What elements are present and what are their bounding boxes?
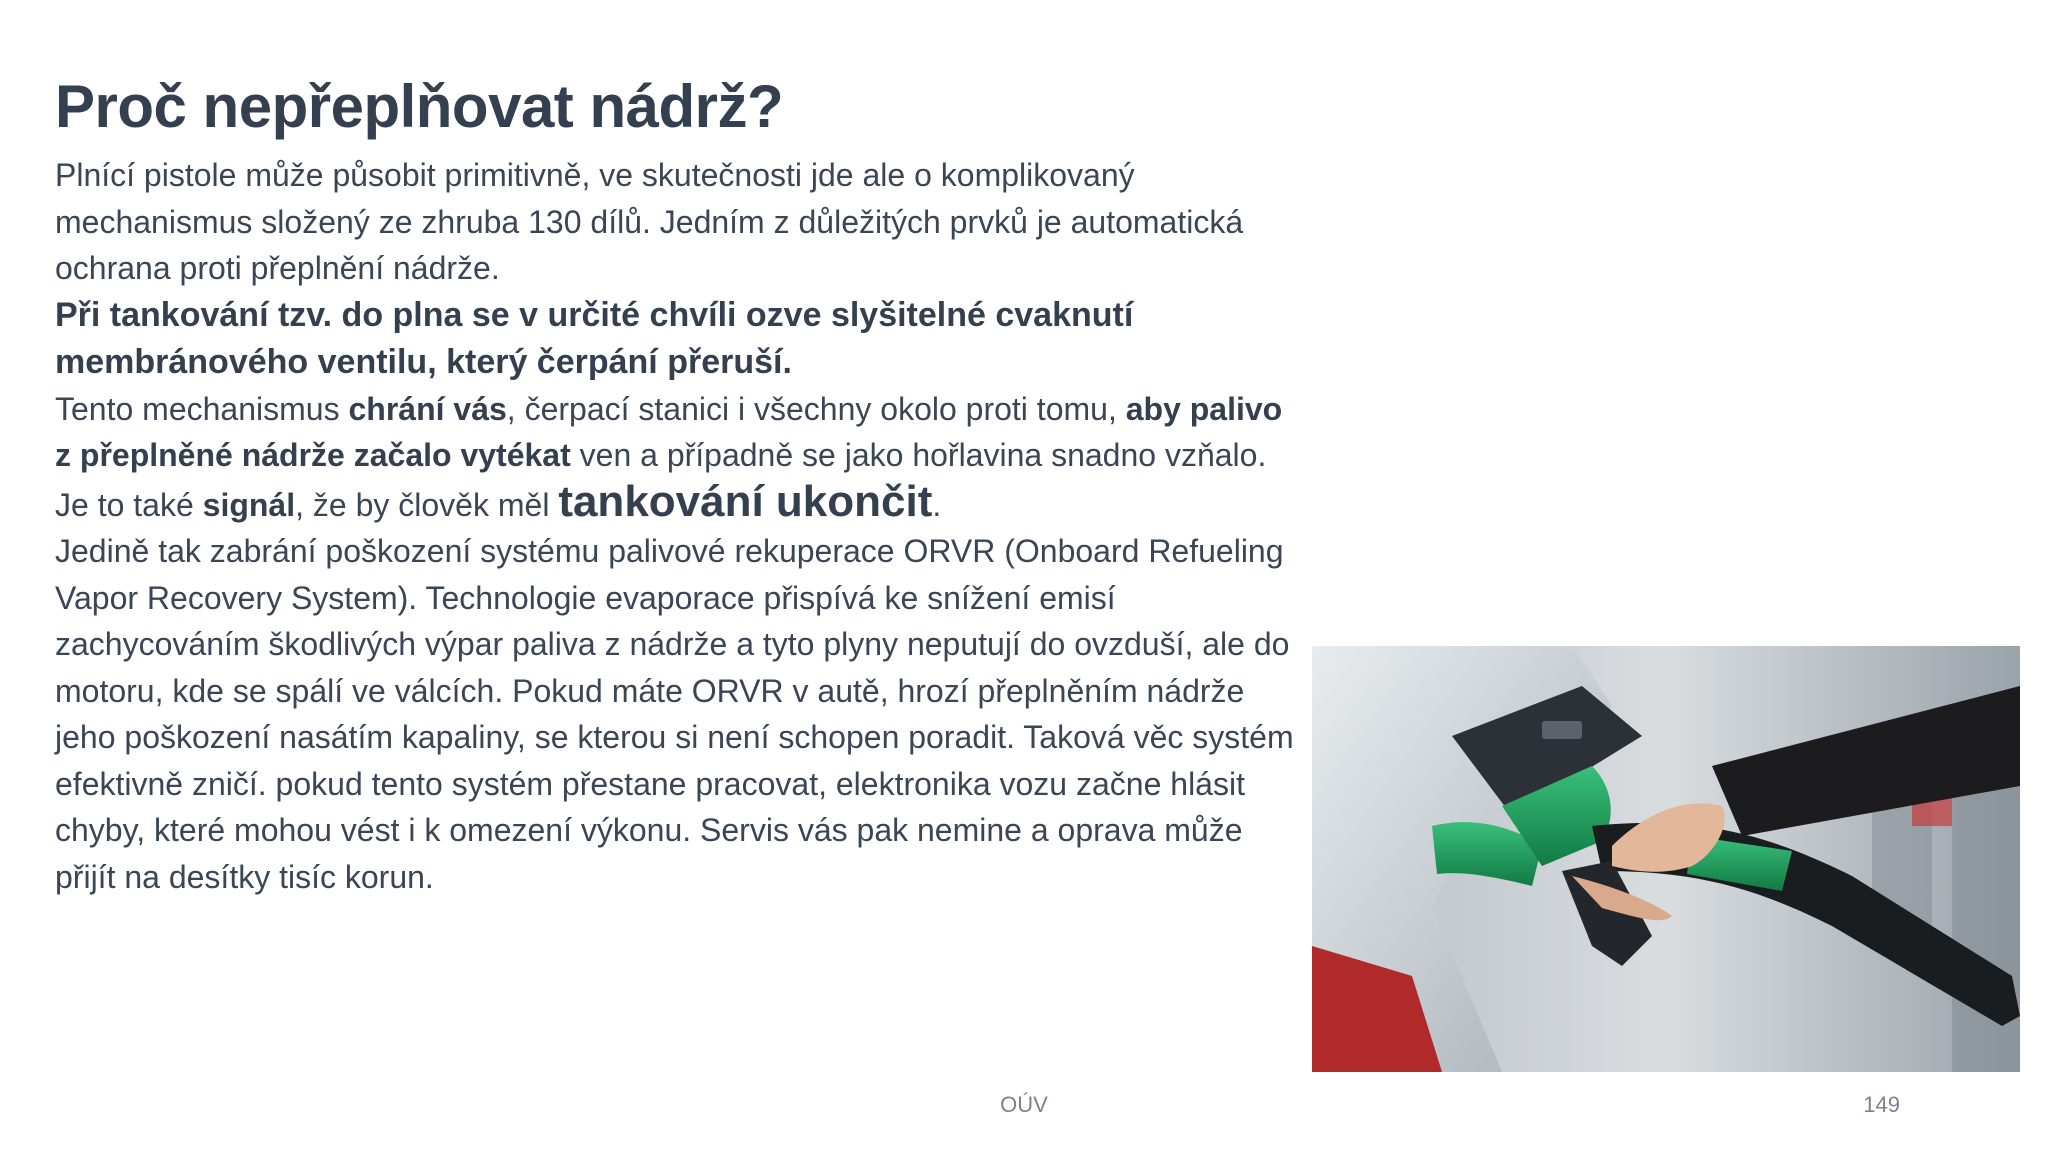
bold-run: aby palivo z přeplněné nádrže začalo vytékat (55, 390, 1283, 473)
fuel-nozzle-illustration (1312, 646, 2020, 1072)
large-bold-run: tankování ukončit (558, 476, 933, 526)
paragraph-orvr: Jedině tak zabrání poškození systému palivové rekuperace ORVR (Onboard Refueling Vapor Recovery System). Technologie evaporace přispívá ke snížení emisí zachycováním škodlivých výpar paliva z nádrže a tyto plyny neputují do ovzduší, ale do motoru, kde se spálí ve válcích. Pokud máte ORVR v autě, hrozí přeplněním nádrže jeho poškození nasátím kapaliny, se kterou si není schopen poradit. Taková věc systém efektivně zničí. pokud tento systém přestane pracovat, elektronika vozu začne hlásit chyby, které mohou vést i k omezení výkonu. Servis vás pak nemine a oprava může přijít na desítky tisíc korun. (55, 533, 1294, 895)
fuel-nozzle-photo (1312, 646, 2020, 1072)
text-run: . (932, 486, 942, 523)
page-number: 149 (1863, 1092, 1900, 1117)
text-run: , čerpací stanici i všechny okolo proti tomu, (506, 390, 1126, 427)
text-run: , že by člověk měl (295, 486, 559, 523)
paragraph-mechanism (55, 386, 1295, 529)
footer-label: OÚV (1000, 1092, 1048, 1117)
bold-run: chrání vás (348, 390, 507, 427)
paragraph-intro: Plnící pistole může působit primitivně, ve skutečnosti jde ale o komplikovaný mechanismus složený ze zhruba 130 dílů. Jedním z důležitých prvků je automatická ochrana proti přeplnění nádrže. (55, 157, 1244, 286)
slide-body (55, 152, 1295, 900)
bold-run: signál (202, 486, 296, 523)
slide-title: Proč nepřeplňovat nádrž? (55, 73, 784, 140)
emphasis-text: Při tankování tzv. do plna se v určité chvíli ozve slyšitelné cvaknutí membránového ventilu, který čerpání přeruší. (55, 295, 1134, 381)
text-run: Tento mechanismus (55, 390, 349, 427)
paragraph-emphasis (55, 292, 1295, 386)
text-run: ven a případně se jako hořlavina snadno vzňalo. Je to také (55, 437, 1267, 523)
